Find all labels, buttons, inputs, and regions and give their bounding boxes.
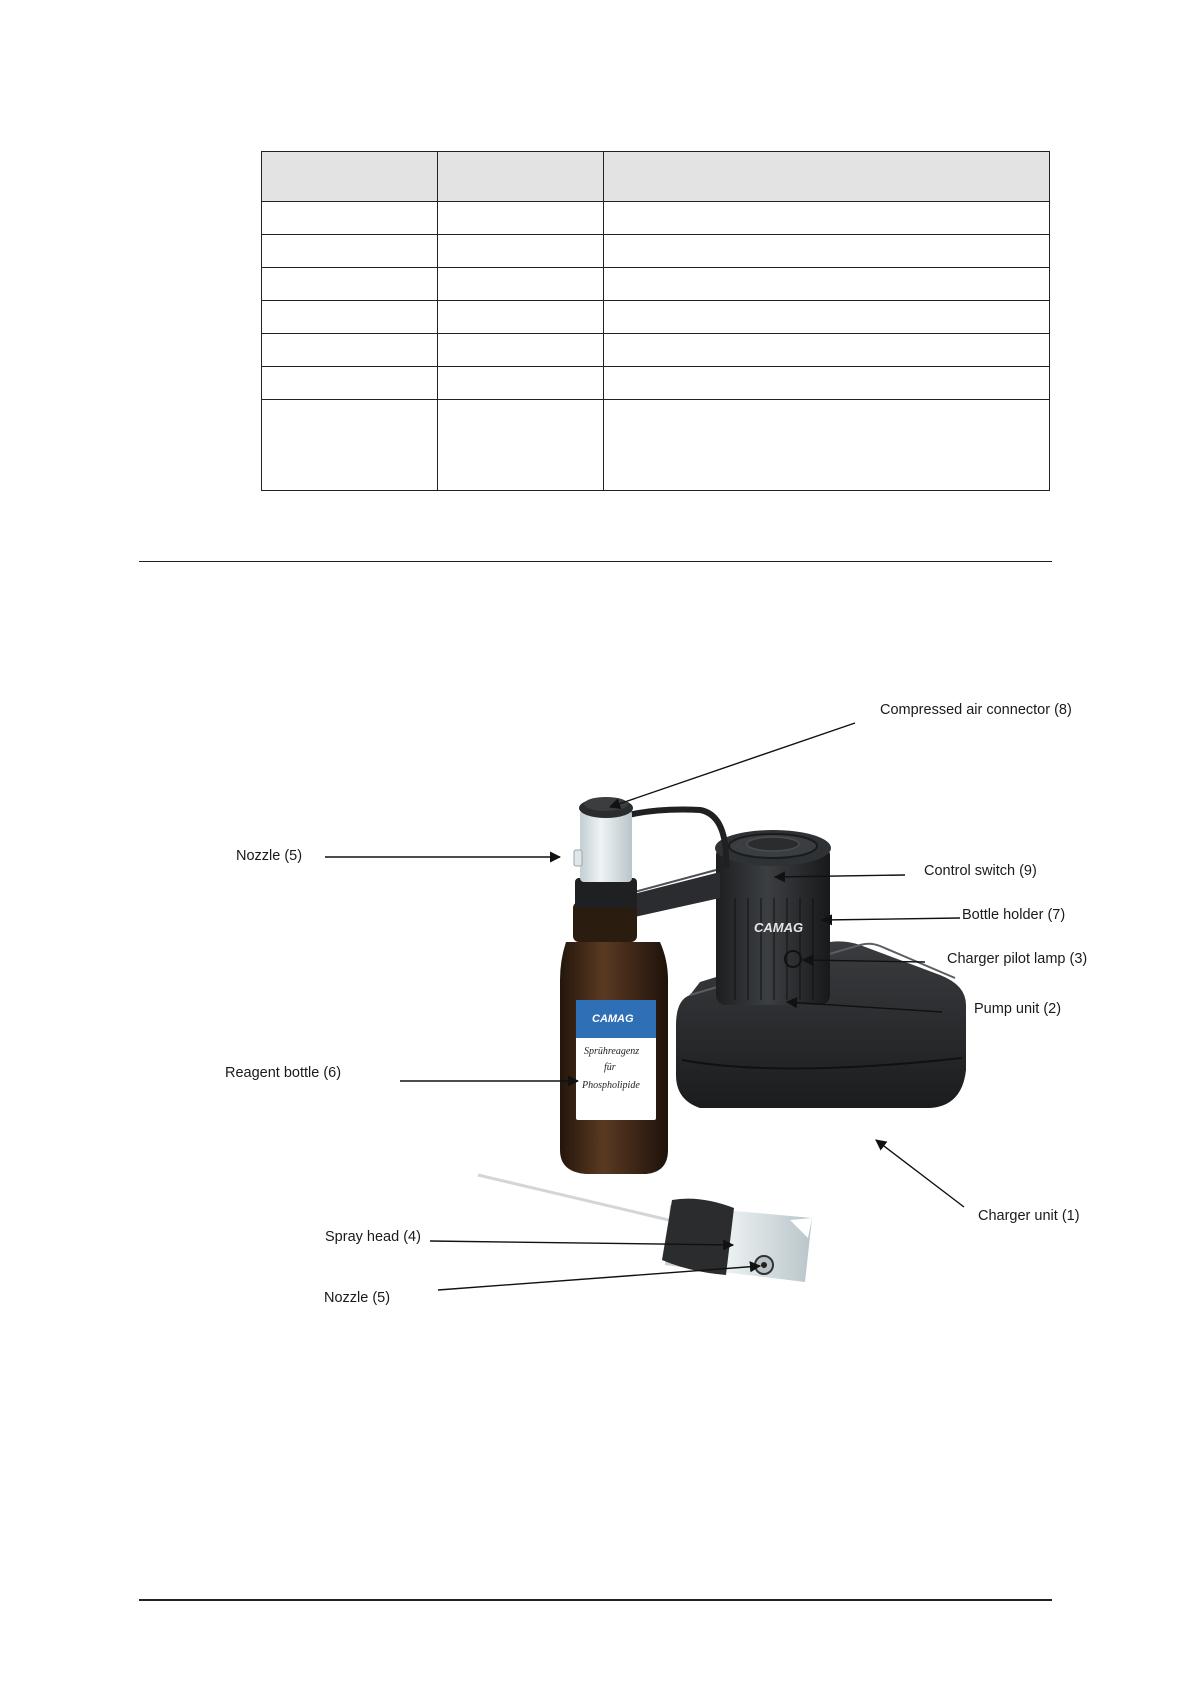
table-row bbox=[262, 400, 1050, 491]
table-cell bbox=[438, 301, 604, 334]
table-cell bbox=[438, 367, 604, 400]
table-cell bbox=[604, 235, 1050, 268]
table-row bbox=[262, 301, 1050, 334]
spray-head-mounted bbox=[574, 797, 637, 908]
label-control-switch: Control switch (9) bbox=[924, 863, 1037, 879]
table-row bbox=[262, 268, 1050, 301]
table-cell bbox=[262, 268, 438, 301]
table-cell bbox=[438, 235, 604, 268]
table-cell bbox=[604, 334, 1050, 367]
section-divider bbox=[139, 561, 1052, 562]
label-nozzle-top: Nozzle (5) bbox=[236, 848, 303, 864]
label-spray-head: Spray head (4) bbox=[325, 1229, 421, 1245]
label-pump-unit: Pump unit (2) bbox=[974, 1001, 1062, 1017]
label-bottle-holder: Bottle holder (7) bbox=[962, 907, 1066, 923]
table-cell bbox=[262, 367, 438, 400]
bottle-label-line: für bbox=[604, 1062, 616, 1073]
header-cell bbox=[438, 152, 604, 202]
header-cell bbox=[262, 152, 438, 202]
header-cell bbox=[604, 152, 1050, 202]
table-cell bbox=[262, 202, 438, 235]
sprayer-figure bbox=[0, 660, 1192, 1340]
table-row bbox=[262, 334, 1050, 367]
table-cell bbox=[604, 268, 1050, 301]
table-cell bbox=[262, 235, 438, 268]
label-reagent-bottle: Reagent bottle (6) bbox=[225, 1065, 342, 1081]
table-row bbox=[262, 367, 1050, 400]
table-cell bbox=[438, 202, 604, 235]
bottle-label-brand: CAMAG bbox=[592, 1013, 634, 1025]
table-cell bbox=[604, 202, 1050, 235]
spec-table-header bbox=[262, 152, 1050, 202]
air-tube bbox=[628, 810, 726, 868]
table-cell bbox=[262, 400, 438, 491]
brand-logo: CAMAG bbox=[754, 920, 804, 935]
table-cell bbox=[604, 400, 1050, 491]
spray-head-detached bbox=[478, 1175, 812, 1282]
table-cell bbox=[438, 334, 604, 367]
bottle-label-line: Sprühreagenz bbox=[584, 1046, 640, 1057]
spec-table bbox=[261, 151, 1050, 491]
table-row bbox=[262, 235, 1050, 268]
label-charger-unit: Charger unit (1) bbox=[978, 1208, 1080, 1224]
reagent-bottle bbox=[560, 902, 668, 1174]
table-cell bbox=[262, 301, 438, 334]
pump-unit bbox=[715, 830, 831, 1005]
table-cell bbox=[604, 367, 1050, 400]
bottle-label-line: Phospholipide bbox=[582, 1080, 640, 1091]
sprayer-illustration bbox=[0, 660, 1192, 1340]
table-cell bbox=[262, 334, 438, 367]
table-cell bbox=[604, 301, 1050, 334]
label-compressed-air-connector: Compressed air connector (8) bbox=[880, 702, 1072, 718]
table-row bbox=[262, 202, 1050, 235]
table-cell bbox=[438, 268, 604, 301]
table-cell bbox=[438, 400, 604, 491]
label-charger-pilot-lamp: Charger pilot lamp (3) bbox=[947, 951, 1088, 967]
footer-rule bbox=[139, 1599, 1052, 1601]
label-nozzle-bottom: Nozzle (5) bbox=[324, 1290, 391, 1306]
